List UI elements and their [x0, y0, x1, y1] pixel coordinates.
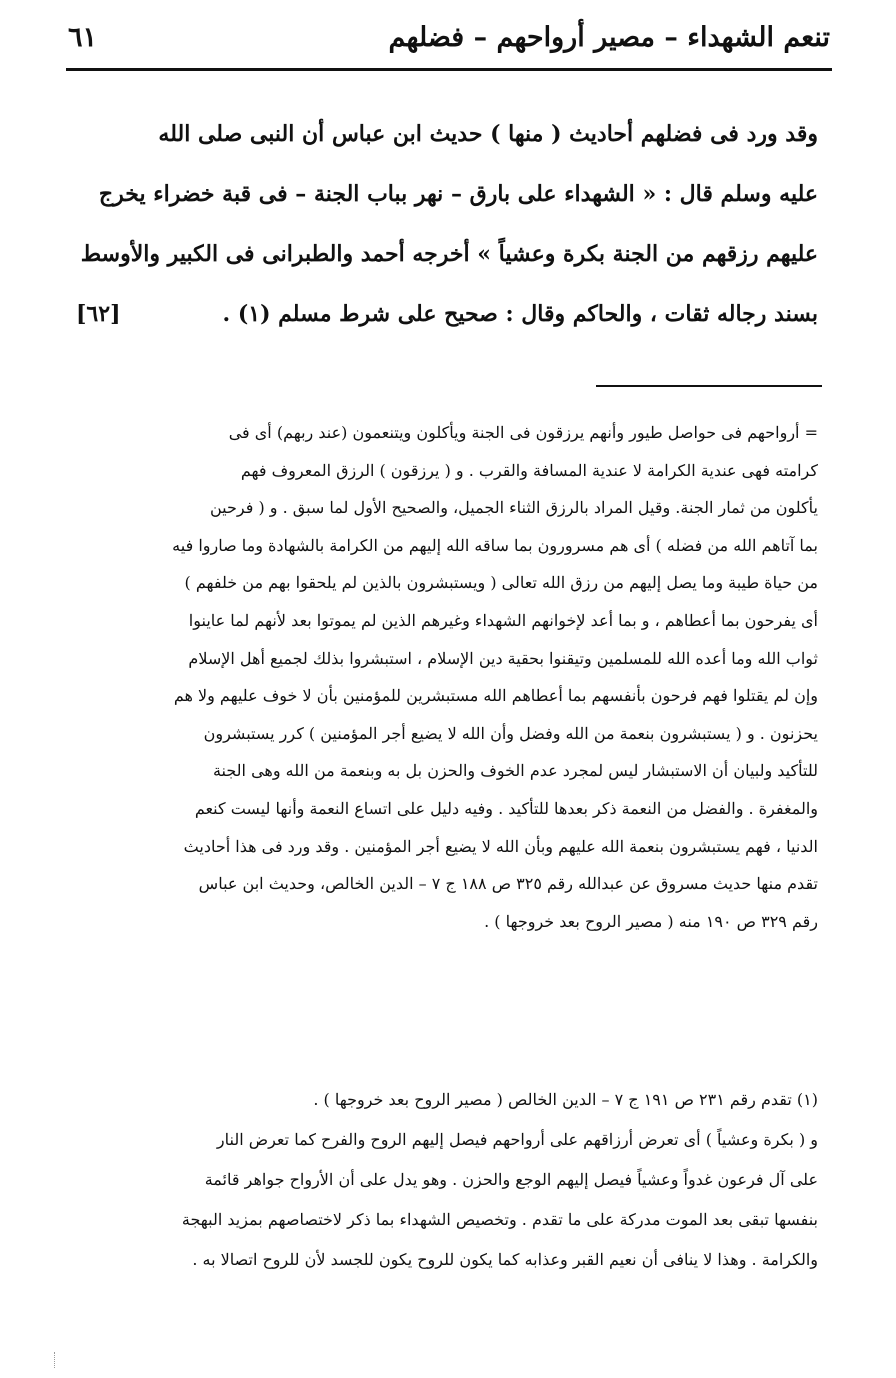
page-header: [68, 18, 830, 68]
footnote-line: على آل فرعون غدواً وعشياً فيصل إليهم الوجع والحزن . وهو يدل على أن الأرواح جواهر قائمة: [204, 1170, 818, 1189]
footnote-line: رقم ٣٢٩ ص ١٩٠ منه ( مصير الروح بعد خروجها ) .: [484, 911, 818, 931]
footnote-line: الدنيا ، فهم يستبشرون بنعمة الله عليهم وبأن الله لا يضيع أجر المؤمنين . وقد ورد فى هذا أحاديث: [183, 836, 818, 856]
footnote-line: يحزنون . و ( يستبشرون بنعمة من الله وفضل وأن الله لا يضيع أجر المؤمنين ) كرر يستبشرون: [203, 723, 818, 743]
footnote-line: والكرامة . وهذا لا ينافى أن نعيم القبر وعذابه كما يكون للروح يكون للجسد لأن للروح اتصالا به .: [192, 1250, 818, 1269]
hadith-reference-number: [٦٢]: [76, 301, 121, 327]
footnote-line: و ( بكرة وعشياً ) أى تعرض أرزاقهم على أرواحهم فيصل إليهم الروح والفرح كما تعرض النار: [216, 1130, 818, 1149]
main-line: عليهم رزقهم من الجنة بكرة وعشياً » أخرجه أحمد والطبرانى فى الكبير والأوسط: [80, 241, 818, 267]
footnote-line: يأكلون من ثمار الجنة. وقيل المراد بالرزق الثناء الجميل، والصحيح الأول لما سبق . و ( فرحين: [209, 498, 818, 518]
footnote-line: تقدم منها حديث مسروق عن عبدالله رقم ٣٢٥ ص ١٨٨ ج ٧ – الدين الخالص، وحديث ابن عباس: [198, 874, 818, 894]
margin-dots: [54, 1352, 57, 1368]
footnote-separator: [596, 385, 822, 387]
main-line: بسند رجاله ثقات ، والحاكم وقال : صحيح على شرط مسلم (١) .: [222, 301, 818, 327]
footnote-1: [76, 1080, 818, 1280]
footnote-line: (١) تقدم رقم ٢٣١ ص ١٩١ ج ٧ – الدين الخالص ( مصير الروح بعد خروجها ) .: [313, 1090, 818, 1109]
main-line: عليه وسلم قال : « الشهداء على بارق – نهر بباب الجنة – فى قبة خضراء يخرج: [98, 181, 818, 207]
footnote-line: ثواب الله وما أعده الله للمسلمين وتيقنوا بحقية دين الإسلام ، استبشروا بذلك لجميع أهل الإسلام: [188, 648, 818, 668]
footnote-line: كرامته فهى عندية الكرامة لا عندية المسافة والقرب . و ( يرزقون ) الرزق المعروف فهم: [240, 460, 818, 480]
main-paragraph: [76, 104, 818, 344]
footnote-line: = أرواحهم فى حواصل طيور وأنهم يرزقون فى الجنة ويأكلون ويتنعمون (عند ربهم) أى فى: [228, 423, 818, 442]
footnote-line: من حياة طيبة وما يصل إليهم من رزق الله تعالى ( ويستبشرون بالذين لم يلحقوا بهم من خلفهم ): [184, 573, 818, 593]
continued-footnote: [76, 414, 818, 940]
footnote-line: أى يفرحون بما أعطاهم ، و بما أعد لإخوانهم الشهداء وغيرهم الذين لم يموتوا بعد لأنهم لما عاينوا: [188, 610, 818, 630]
main-line: وقد ورد فى فضلهم أحاديث ( منها ) حديث ابن عباس أن النبى صلى الله: [158, 121, 818, 147]
footnote-line: والمغفرة . والفضل من النعمة ذكر بعدها للتأكيد . وفيه دليل على اتساع النعمة وأنها ليست كنعم: [194, 798, 818, 818]
footnote-line: بنفسها تبقى بعد الموت مدركة على ما تقدم . وتخصيص الشهداء بما ذكر لاختصاصهم بمزيد البهجة: [181, 1210, 818, 1229]
footnote-line: للتأكيد ولبيان أن الاستبشار ليس لمجرد عدم الخوف والحزن بل به وبنعمة من الله وهى الجنة: [212, 761, 818, 781]
header-rule: [66, 68, 832, 71]
main-line-last: [76, 284, 818, 344]
page-number: ٦١: [68, 22, 98, 53]
footnote-line: بما آتاهم الله من فضله ) أى هم مسرورون بما ساقه الله إليهم من الكرامة بالشهادة وما صاروا فيه: [172, 535, 818, 555]
running-head-title: تنعم الشهداء – مصير أرواحهم – فضلهم: [388, 22, 830, 53]
footnote-line: وإن لم يقتلوا فهم فرحون بأنفسهم بما أعطاهم الله مستبشرين للمؤمنين بأن لا خوف عليهم ولا هم: [173, 686, 818, 706]
